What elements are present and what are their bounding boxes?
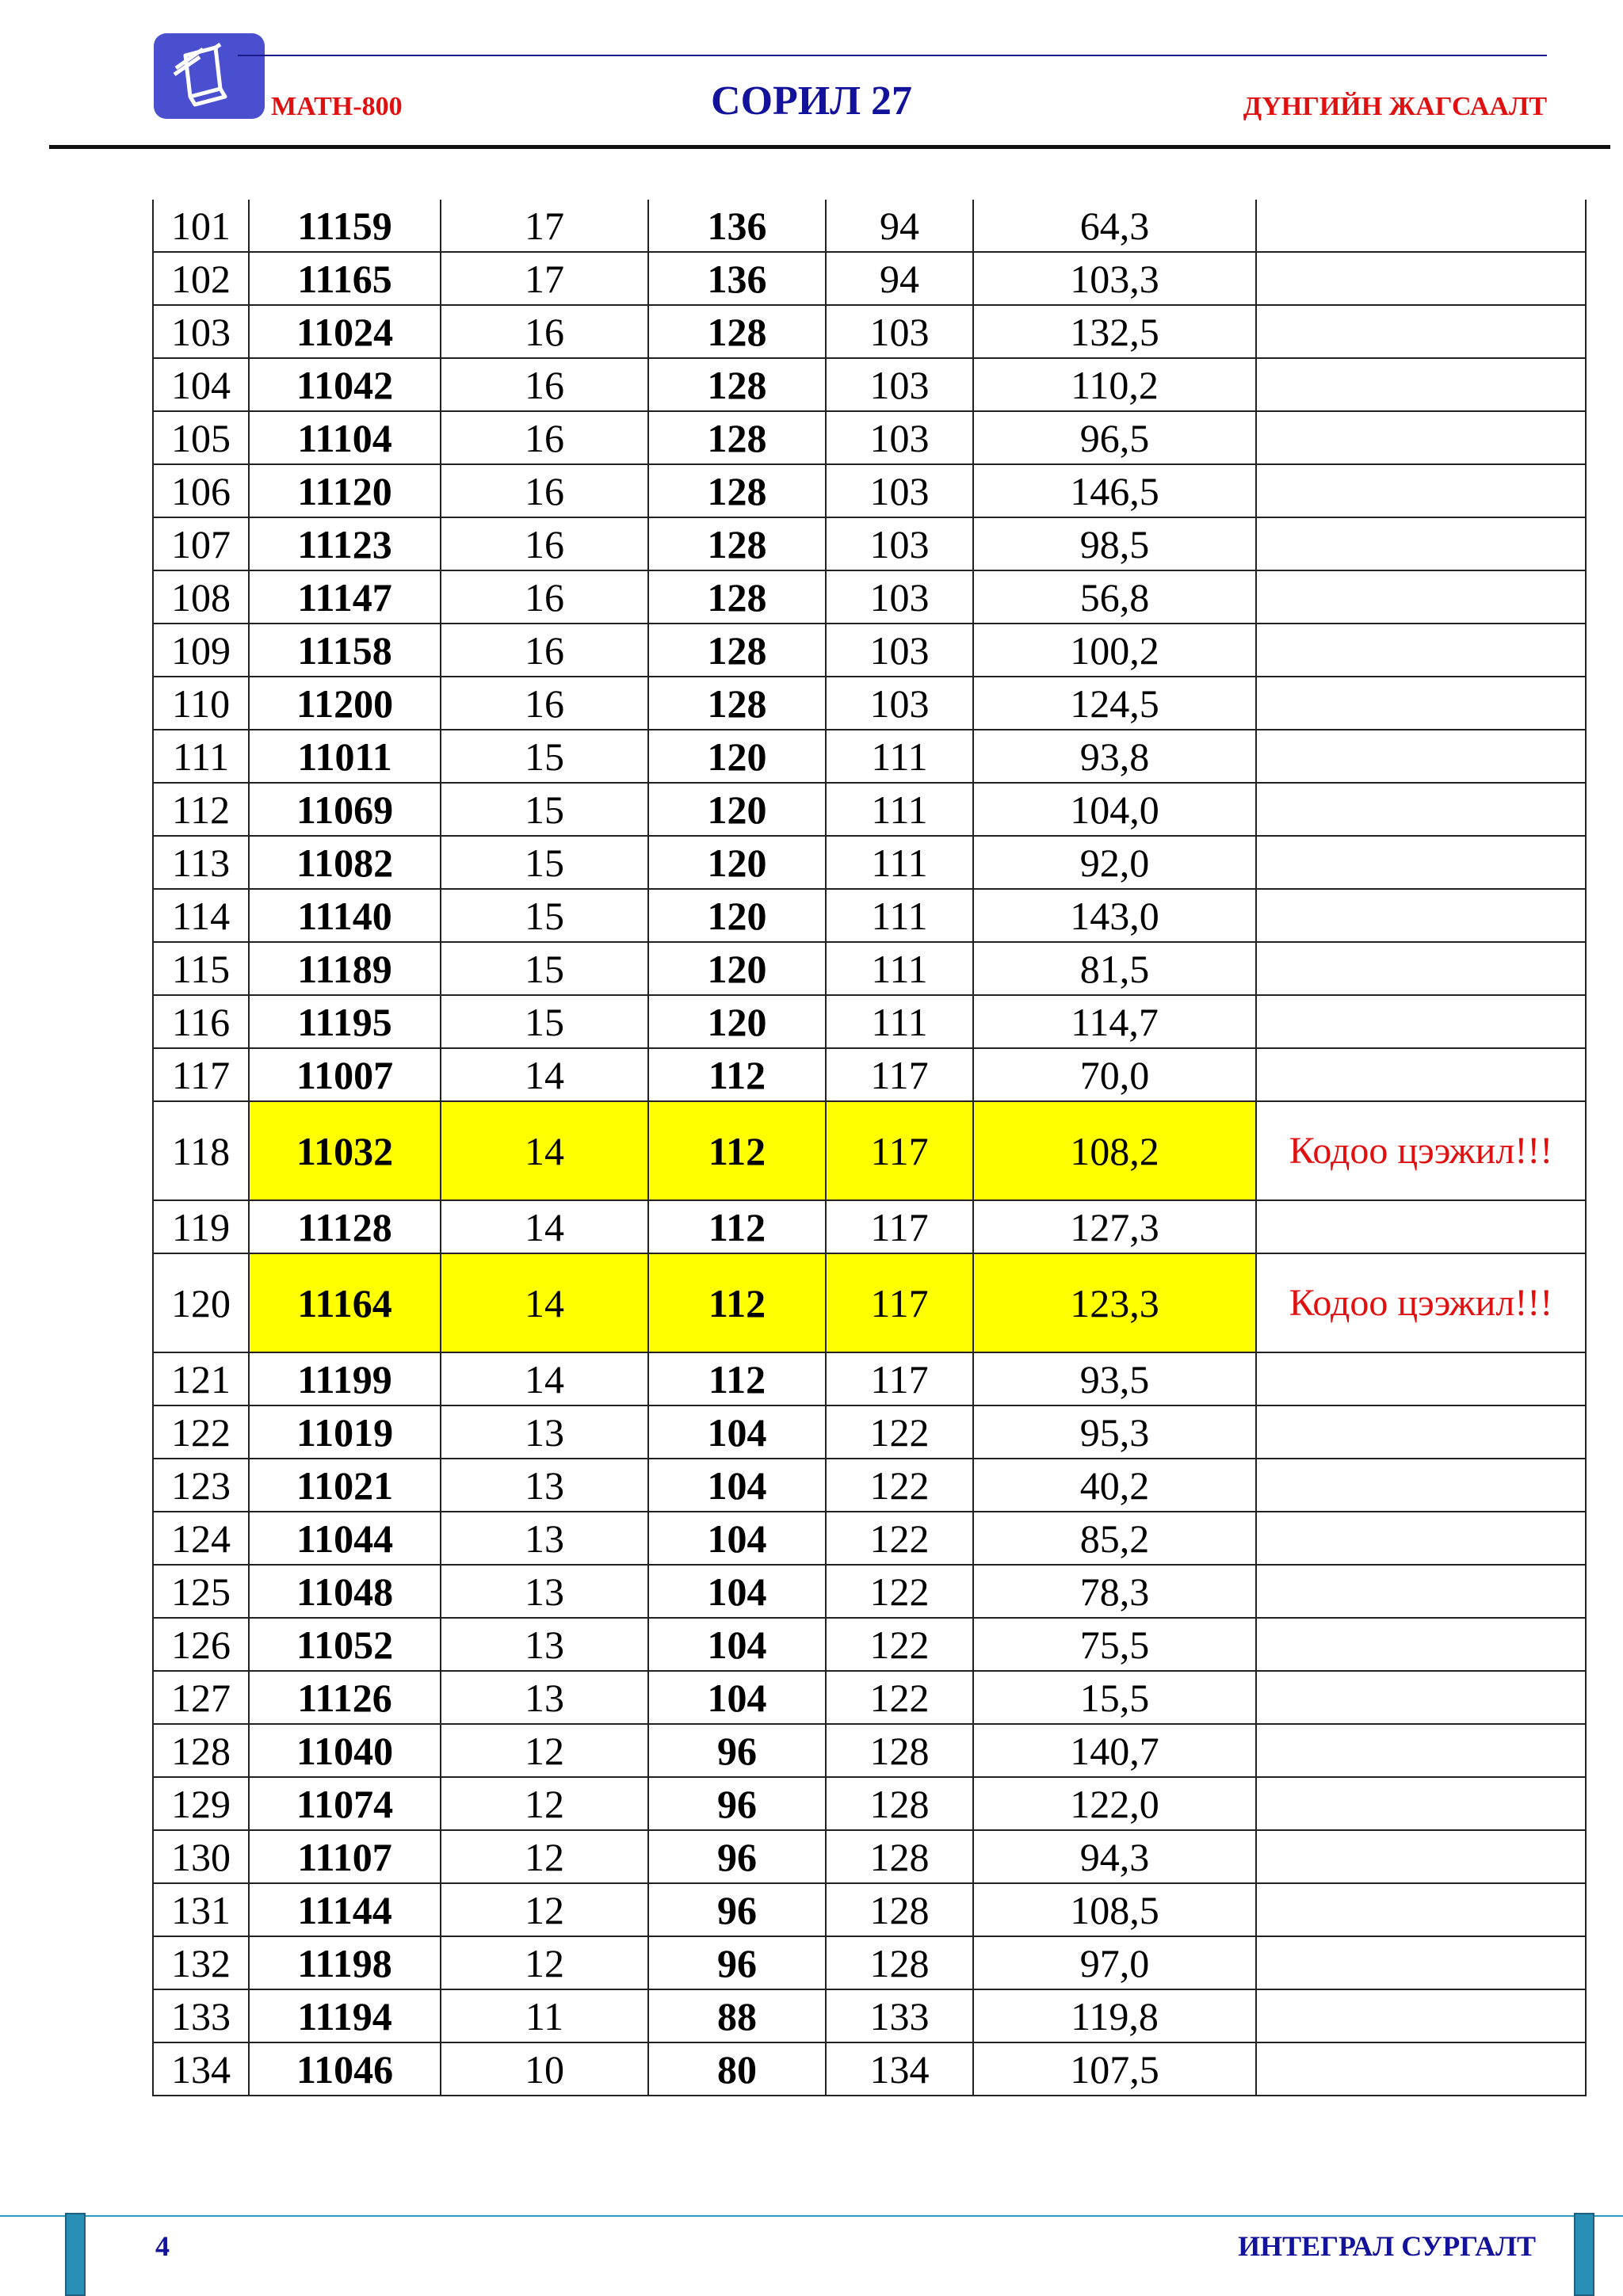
page-title: СОРИЛ 27 [711,78,912,124]
place-cell: 103 [826,464,973,517]
time-cell: 98,5 [973,517,1256,570]
rank-cell: 125 [153,1565,249,1618]
note-cell [1256,1989,1586,2042]
note-cell [1256,2042,1586,2096]
time-cell: 15,5 [973,1671,1256,1724]
student-id-cell: 11199 [249,1352,441,1405]
score-cell: 112 [648,1048,826,1101]
place-cell: 103 [826,358,973,411]
rank-cell: 122 [153,1405,249,1459]
note-cell: Кодоо цээжил!!! [1256,1101,1586,1200]
correct-count-cell: 17 [441,200,648,252]
time-cell: 78,3 [973,1565,1256,1618]
place-cell: 117 [826,1101,973,1200]
rank-cell: 124 [153,1512,249,1565]
correct-count-cell: 15 [441,730,648,783]
note-cell [1256,1671,1586,1724]
student-id-cell: 11044 [249,1512,441,1565]
student-id-cell: 11019 [249,1405,441,1459]
rank-cell: 130 [153,1830,249,1883]
rank-cell: 102 [153,252,249,305]
note-cell: Кодоо цээжил!!! [1256,1253,1586,1352]
correct-count-cell: 14 [441,1101,648,1200]
correct-count-cell: 13 [441,1618,648,1671]
score-cell: 136 [648,200,826,252]
table-row [153,1459,1586,1512]
table-row [153,1200,1586,1253]
student-id-cell: 11021 [249,1459,441,1512]
rank-cell: 101 [153,200,249,252]
score-cell: 120 [648,995,826,1048]
student-id-cell: 11147 [249,570,441,624]
time-cell: 114,7 [973,995,1256,1048]
score-cell: 96 [648,1777,826,1830]
time-cell: 70,0 [973,1048,1256,1101]
student-id-cell: 11140 [249,889,441,942]
score-cell: 96 [648,1936,826,1989]
time-cell: 100,2 [973,624,1256,677]
correct-count-cell: 15 [441,889,648,942]
score-cell: 120 [648,889,826,942]
time-cell: 85,2 [973,1512,1256,1565]
rank-cell: 111 [153,730,249,783]
correct-count-cell: 15 [441,836,648,889]
correct-count-cell: 12 [441,1883,648,1936]
header-rule [238,55,1547,56]
table-row [153,1936,1586,1989]
time-cell: 75,5 [973,1618,1256,1671]
rank-cell: 113 [153,836,249,889]
note-cell [1256,1048,1586,1101]
footer-left-bar [65,2213,86,2296]
score-cell: 128 [648,411,826,464]
table-row [153,464,1586,517]
correct-count-cell: 11 [441,1989,648,2042]
footer-right-bar [1574,2213,1594,2296]
place-cell: 94 [826,252,973,305]
rank-cell: 104 [153,358,249,411]
course-label: MATH-800 [271,92,403,121]
table-row [153,1671,1586,1724]
correct-count-cell: 13 [441,1512,648,1565]
note-cell [1256,1830,1586,1883]
table-row [153,1830,1586,1883]
student-id-cell: 11107 [249,1830,441,1883]
student-id-cell: 11165 [249,252,441,305]
place-cell: 117 [826,1200,973,1253]
place-cell: 111 [826,889,973,942]
rank-cell: 126 [153,1618,249,1671]
page-number: 4 [155,2230,170,2262]
rank-cell: 115 [153,942,249,995]
score-cell: 128 [648,677,826,730]
note-cell [1256,889,1586,942]
student-id-cell: 11007 [249,1048,441,1101]
rank-cell: 134 [153,2042,249,2096]
correct-count-cell: 12 [441,1830,648,1883]
score-cell: 104 [648,1512,826,1565]
correct-count-cell: 15 [441,942,648,995]
table-row [153,1565,1586,1618]
correct-count-cell: 13 [441,1565,648,1618]
note-cell [1256,1512,1586,1565]
rank-cell: 103 [153,305,249,358]
table-row [153,1405,1586,1459]
rank-cell: 116 [153,995,249,1048]
table-row [153,889,1586,942]
correct-count-cell: 16 [441,570,648,624]
table-row [153,517,1586,570]
time-cell: 40,2 [973,1459,1256,1512]
results-table [152,200,1587,2096]
student-id-cell: 11120 [249,464,441,517]
place-cell: 103 [826,570,973,624]
note-cell [1256,200,1586,252]
correct-count-cell: 14 [441,1048,648,1101]
student-id-cell: 11158 [249,624,441,677]
student-id-cell: 11144 [249,1883,441,1936]
place-cell: 128 [826,1777,973,1830]
rank-cell: 117 [153,1048,249,1101]
footer-brand: ИНТЕГРАЛ СУРГАЛТ [1238,2230,1536,2262]
place-cell: 128 [826,1724,973,1777]
correct-count-cell: 14 [441,1352,648,1405]
place-cell: 128 [826,1830,973,1883]
place-cell: 122 [826,1565,973,1618]
time-cell: 108,5 [973,1883,1256,1936]
table-row [153,836,1586,889]
correct-count-cell: 16 [441,411,648,464]
score-cell: 96 [648,1830,826,1883]
place-cell: 122 [826,1671,973,1724]
score-cell: 112 [648,1253,826,1352]
student-id-cell: 11040 [249,1724,441,1777]
table-row [153,1253,1586,1352]
table-row [153,995,1586,1048]
time-cell: 103,3 [973,252,1256,305]
student-id-cell: 11200 [249,677,441,730]
correct-count-cell: 13 [441,1459,648,1512]
place-cell: 117 [826,1048,973,1101]
score-cell: 112 [648,1101,826,1200]
table-row [153,1352,1586,1405]
correct-count-cell: 15 [441,995,648,1048]
score-cell: 104 [648,1618,826,1671]
rank-cell: 106 [153,464,249,517]
rank-cell: 120 [153,1253,249,1352]
correct-count-cell: 16 [441,517,648,570]
table-row [153,1777,1586,1830]
correct-count-cell: 12 [441,1724,648,1777]
table-row [153,411,1586,464]
place-cell: 117 [826,1352,973,1405]
note-cell [1256,730,1586,783]
score-cell: 136 [648,252,826,305]
note-cell [1256,942,1586,995]
table-row [153,1724,1586,1777]
rank-cell: 121 [153,1352,249,1405]
correct-count-cell: 17 [441,252,648,305]
place-cell: 111 [826,783,973,836]
time-cell: 64,3 [973,200,1256,252]
score-cell: 120 [648,836,826,889]
place-cell: 111 [826,995,973,1048]
table-row [153,1618,1586,1671]
table-row [153,677,1586,730]
place-cell: 103 [826,305,973,358]
correct-count-cell: 13 [441,1671,648,1724]
place-cell: 133 [826,1989,973,2042]
rank-cell: 107 [153,517,249,570]
time-cell: 96,5 [973,411,1256,464]
score-cell: 120 [648,942,826,995]
table-row [153,1048,1586,1101]
score-cell: 104 [648,1459,826,1512]
table-row [153,200,1586,252]
student-id-cell: 11123 [249,517,441,570]
time-cell: 95,3 [973,1405,1256,1459]
rank-cell: 133 [153,1989,249,2042]
student-id-cell: 11074 [249,1777,441,1830]
time-cell: 81,5 [973,942,1256,995]
place-cell: 128 [826,1883,973,1936]
score-cell: 104 [648,1671,826,1724]
score-cell: 104 [648,1565,826,1618]
note-cell [1256,783,1586,836]
score-cell: 128 [648,624,826,677]
table-row [153,2042,1586,2096]
time-cell: 127,3 [973,1200,1256,1253]
place-cell: 122 [826,1459,973,1512]
student-id-cell: 11011 [249,730,441,783]
time-cell: 119,8 [973,1989,1256,2042]
table-row [153,730,1586,783]
rank-cell: 119 [153,1200,249,1253]
correct-count-cell: 12 [441,1777,648,1830]
time-cell: 124,5 [973,677,1256,730]
note-cell [1256,1618,1586,1671]
time-cell: 92,0 [973,836,1256,889]
time-cell: 104,0 [973,783,1256,836]
score-cell: 96 [648,1883,826,1936]
rank-cell: 108 [153,570,249,624]
correct-count-cell: 10 [441,2042,648,2096]
student-id-cell: 11048 [249,1565,441,1618]
student-id-cell: 11069 [249,783,441,836]
score-cell: 112 [648,1200,826,1253]
score-cell: 120 [648,783,826,836]
student-id-cell: 11024 [249,305,441,358]
rank-cell: 128 [153,1724,249,1777]
note-cell [1256,517,1586,570]
rank-cell: 129 [153,1777,249,1830]
rank-cell: 131 [153,1883,249,1936]
rank-cell: 109 [153,624,249,677]
place-cell: 94 [826,200,973,252]
place-cell: 111 [826,730,973,783]
note-cell [1256,624,1586,677]
correct-count-cell: 15 [441,783,648,836]
note-cell [1256,1459,1586,1512]
time-cell: 56,8 [973,570,1256,624]
rank-cell: 110 [153,677,249,730]
note-cell [1256,1200,1586,1253]
score-cell: 104 [648,1405,826,1459]
student-id-cell: 11198 [249,1936,441,1989]
note-cell [1256,1883,1586,1936]
place-cell: 122 [826,1512,973,1565]
table-row [153,1989,1586,2042]
time-cell: 93,5 [973,1352,1256,1405]
note-cell [1256,1777,1586,1830]
student-id-cell: 11159 [249,200,441,252]
note-cell [1256,1352,1586,1405]
score-cell: 96 [648,1724,826,1777]
correct-count-cell: 16 [441,358,648,411]
note-cell [1256,836,1586,889]
time-cell: 97,0 [973,1936,1256,1989]
note-cell [1256,677,1586,730]
student-id-cell: 11128 [249,1200,441,1253]
time-cell: 122,0 [973,1777,1256,1830]
place-cell: 103 [826,517,973,570]
place-cell: 111 [826,836,973,889]
table-row [153,1101,1586,1200]
time-cell: 94,3 [973,1830,1256,1883]
table-row [153,305,1586,358]
rank-cell: 127 [153,1671,249,1724]
note-cell [1256,570,1586,624]
correct-count-cell: 16 [441,677,648,730]
note-cell [1256,252,1586,305]
student-id-cell: 11032 [249,1101,441,1200]
correct-count-cell: 13 [441,1405,648,1459]
score-cell: 128 [648,517,826,570]
correct-count-cell: 12 [441,1936,648,1989]
note-cell [1256,464,1586,517]
correct-count-cell: 16 [441,305,648,358]
student-id-cell: 11046 [249,2042,441,2096]
score-cell: 128 [648,570,826,624]
rank-cell: 114 [153,889,249,942]
time-cell: 107,5 [973,2042,1256,2096]
time-cell: 110,2 [973,358,1256,411]
table-row [153,624,1586,677]
student-id-cell: 11104 [249,411,441,464]
table-row [153,1883,1586,1936]
note-cell [1256,1565,1586,1618]
score-cell: 80 [648,2042,826,2096]
results-body [153,200,1586,2096]
time-cell: 132,5 [973,305,1256,358]
student-id-cell: 11195 [249,995,441,1048]
place-cell: 122 [826,1405,973,1459]
student-id-cell: 11042 [249,358,441,411]
place-cell: 103 [826,411,973,464]
place-cell: 122 [826,1618,973,1671]
footer-rule [0,2215,1623,2217]
place-cell: 103 [826,677,973,730]
correct-count-cell: 16 [441,464,648,517]
table-row [153,1512,1586,1565]
time-cell: 146,5 [973,464,1256,517]
time-cell: 143,0 [973,889,1256,942]
section-label: ДҮНГИЙН ЖАГСААЛТ [1243,92,1547,121]
place-cell: 128 [826,1936,973,1989]
correct-count-cell: 14 [441,1253,648,1352]
rank-cell: 112 [153,783,249,836]
score-cell: 128 [648,305,826,358]
correct-count-cell: 16 [441,624,648,677]
note-cell [1256,305,1586,358]
score-cell: 88 [648,1989,826,2042]
score-cell: 128 [648,358,826,411]
place-cell: 134 [826,2042,973,2096]
student-id-cell: 11164 [249,1253,441,1352]
time-cell: 108,2 [973,1101,1256,1200]
place-cell: 111 [826,942,973,995]
header-divider [49,145,1610,149]
place-cell: 117 [826,1253,973,1352]
score-cell: 112 [648,1352,826,1405]
note-cell [1256,1405,1586,1459]
note-cell [1256,358,1586,411]
student-id-cell: 11082 [249,836,441,889]
place-cell: 103 [826,624,973,677]
table-row [153,570,1586,624]
rank-cell: 132 [153,1936,249,1989]
student-id-cell: 11194 [249,1989,441,2042]
score-cell: 120 [648,730,826,783]
rank-cell: 123 [153,1459,249,1512]
student-id-cell: 11189 [249,942,441,995]
table-row [153,783,1586,836]
time-cell: 123,3 [973,1253,1256,1352]
note-cell [1256,1724,1586,1777]
time-cell: 140,7 [973,1724,1256,1777]
rank-cell: 118 [153,1101,249,1200]
rank-cell: 105 [153,411,249,464]
time-cell: 93,8 [973,730,1256,783]
note-cell [1256,1936,1586,1989]
note-cell [1256,411,1586,464]
table-row [153,358,1586,411]
score-cell: 128 [648,464,826,517]
table-row [153,252,1586,305]
student-id-cell: 11052 [249,1618,441,1671]
student-id-cell: 11126 [249,1671,441,1724]
table-row [153,942,1586,995]
correct-count-cell: 14 [441,1200,648,1253]
note-cell [1256,995,1586,1048]
